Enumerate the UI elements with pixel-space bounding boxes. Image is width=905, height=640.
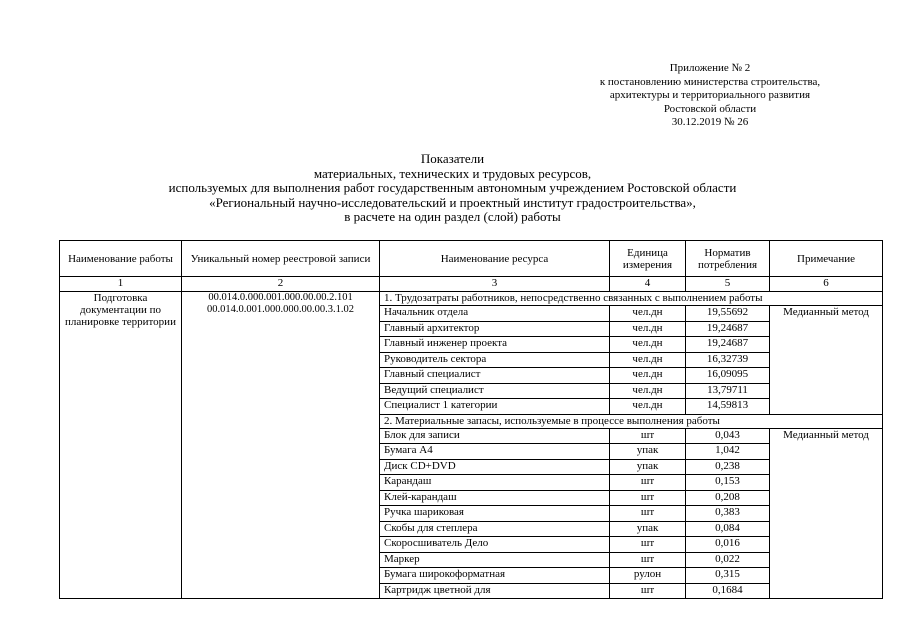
resource-name-cell: Начальник отдела [380, 306, 610, 322]
title-line: Показатели [420, 151, 485, 166]
header-cell: Уникальный номер реестровой записи [182, 241, 380, 277]
resource-name-cell: Ручка шариковая [380, 506, 610, 522]
norm-value-cell: 1,042 [686, 444, 770, 460]
resource-name-cell: Скобы для степлера [380, 521, 610, 537]
resource-name-cell: Диск CD+DVD [380, 459, 610, 475]
title-line: в расчете на один раздел (слой) работы [344, 209, 561, 225]
title-line: «Региональный научно-исследовательский и проектный институт градостроительства», [209, 194, 696, 210]
resources-table [59, 240, 883, 599]
resource-name-cell: Руководитель сектора [380, 352, 610, 368]
norm-value-cell: 0,208 [686, 490, 770, 506]
norm-value-cell: 0,016 [686, 537, 770, 553]
column-number: 3 [380, 277, 610, 292]
section-title: 1. Трудозатраты работников, непосредственно связанных с выполнением работы [380, 292, 883, 306]
appendix-line: Ростовской области [663, 102, 757, 115]
norm-value-cell: 16,32739 [686, 352, 770, 368]
norm-value-cell: 0,238 [686, 459, 770, 475]
column-number: 4 [610, 277, 686, 292]
title-line: материальных, технических и трудовых ресурсов, [313, 165, 592, 181]
unit-cell: чел.дн [610, 383, 686, 399]
column-number: 5 [686, 277, 770, 292]
norm-value-cell: 16,09095 [686, 368, 770, 384]
note-cell: Медианный метод [770, 306, 883, 415]
unit-cell: шт [610, 428, 686, 444]
header-cell: Примечание [770, 241, 883, 277]
norm-value-cell: 0,022 [686, 552, 770, 568]
resource-name-cell: Маркер [380, 552, 610, 568]
column-number-row [60, 277, 883, 292]
resource-name-cell: Главный архитектор [380, 321, 610, 337]
unit-cell: шт [610, 475, 686, 491]
unit-cell: упак [610, 521, 686, 537]
registry-number-cell: 00.014.0.000.001.000.00.00.2.101 00.014.0.001.000.000.00.00.3.1.02 [182, 292, 380, 599]
appendix-line: архитектуры и территориального развития [609, 89, 811, 101]
unit-cell: шт [610, 490, 686, 506]
norm-value-cell: 19,24687 [686, 321, 770, 337]
resource-name-cell: Главный специалист [380, 368, 610, 384]
resource-name-cell: Карандаш [380, 475, 610, 491]
norm-value-cell: 14,59813 [686, 399, 770, 415]
resource-name-cell: Картридж цветной для [380, 583, 610, 599]
resource-name-cell: Бумага А4 [380, 444, 610, 460]
norm-value-cell: 13,79711 [686, 383, 770, 399]
appendix-line: 30.12.2019 № 26 [671, 116, 749, 128]
unit-cell: шт [610, 583, 686, 599]
norm-value-cell: 0,383 [686, 506, 770, 522]
norm-value-cell: 0,153 [686, 475, 770, 491]
section-title: 2. Материальные запасы, используемые в процессе выполнения работы [380, 414, 883, 428]
section-header-row [60, 292, 883, 306]
unit-cell: чел.дн [610, 368, 686, 384]
header-cell: Наименование ресурса [380, 241, 610, 277]
unit-cell: чел.дн [610, 337, 686, 353]
column-number: 2 [182, 277, 380, 292]
unit-cell: чел.дн [610, 352, 686, 368]
note-cell: Медианный метод [770, 428, 883, 599]
table-header-row [60, 241, 883, 277]
appendix-line: к постановлению министерства строительства, [599, 75, 821, 88]
unit-cell: шт [610, 552, 686, 568]
unit-cell: чел.дн [610, 399, 686, 415]
norm-value-cell: 0,315 [686, 568, 770, 584]
title-line: используемых для выполнения работ государственным автономным учреждением Ростовской области [168, 180, 737, 196]
appendix-header [560, 62, 860, 130]
norm-value-cell: 0,084 [686, 521, 770, 537]
resource-name-cell: Клей-карандаш [380, 490, 610, 506]
column-number: 1 [60, 277, 182, 292]
norm-value-cell: 0,1684 [686, 583, 770, 599]
work-name-cell: Подготовка документации по планировке территории [60, 292, 182, 599]
column-number: 6 [770, 277, 883, 292]
document-title [0, 152, 905, 225]
norm-value-cell: 19,55692 [686, 306, 770, 322]
unit-cell: шт [610, 506, 686, 522]
unit-cell: упак [610, 459, 686, 475]
norm-value-cell: 0,043 [686, 428, 770, 444]
unit-cell: чел.дн [610, 306, 686, 322]
unit-cell: шт [610, 537, 686, 553]
unit-cell: чел.дн [610, 321, 686, 337]
appendix-line: Приложение № 2 [669, 62, 751, 74]
norm-value-cell: 19,24687 [686, 337, 770, 353]
resource-name-cell: Главный инженер проекта [380, 337, 610, 353]
unit-cell: упак [610, 444, 686, 460]
resource-name-cell: Скоросшиватель Дело [380, 537, 610, 553]
header-cell: Единица измерения [610, 241, 686, 277]
resource-name-cell: Ведущий специалист [380, 383, 610, 399]
resource-name-cell: Специалист 1 категории [380, 399, 610, 415]
header-cell: Норматив потребления [686, 241, 770, 277]
resource-name-cell: Блок для записи [380, 428, 610, 444]
resource-name-cell: Бумага широкоформатная [380, 568, 610, 584]
header-cell: Наименование работы [60, 241, 182, 277]
unit-cell: рулон [610, 568, 686, 584]
